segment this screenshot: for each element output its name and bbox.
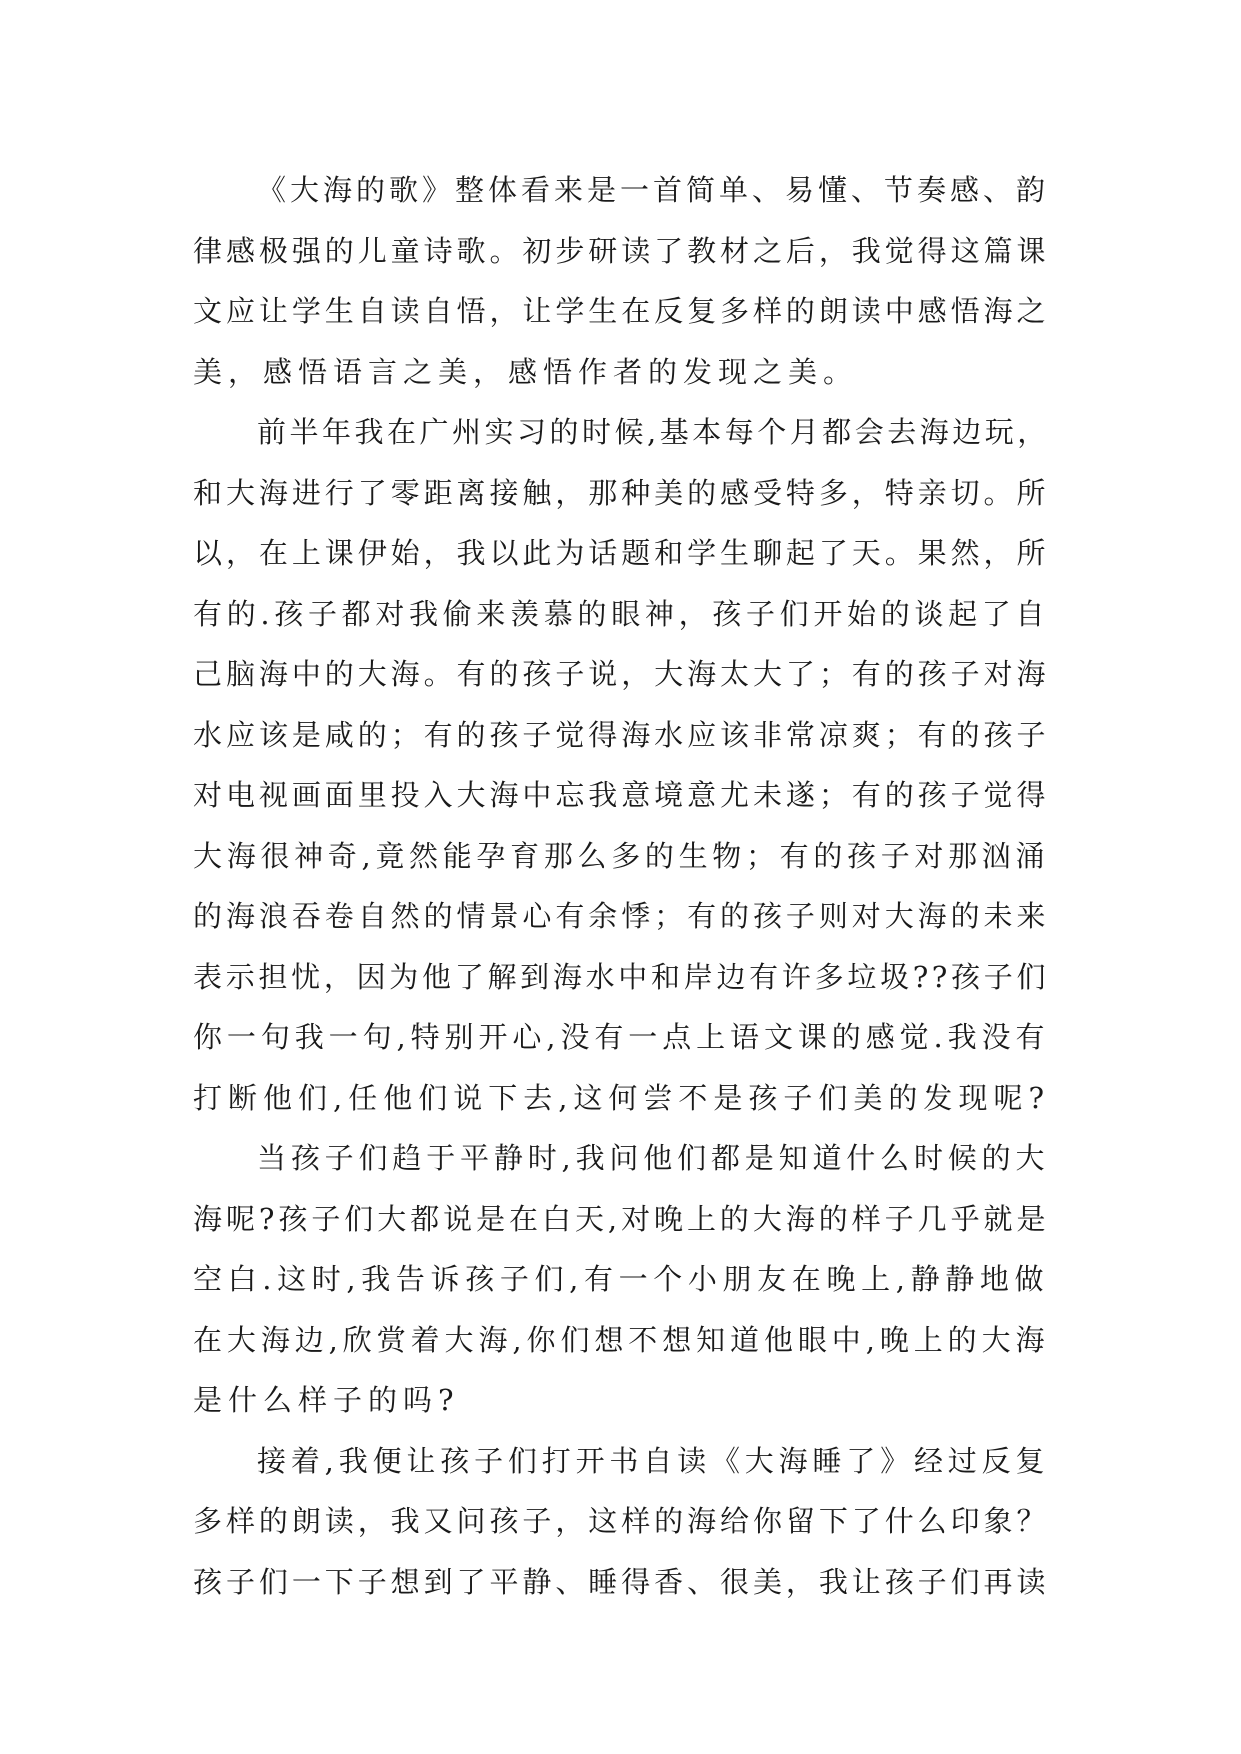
paragraph-line: 接着,我便让孩子们打开书自读《大海睡了》经过反复: [257, 1443, 1049, 1478]
paragraph-line: 对电视画面里投入大海中忘我意境意尤未遂；有的孩子觉得: [193, 778, 1049, 812]
paragraph-line: 大海很神奇,竟然能孕育那么多的生物；有的孩子对那汹涌: [193, 838, 1049, 873]
paragraph-line: 《大海的歌》整体看来是一首简单、易懂、节奏感、韵: [257, 173, 1050, 207]
paragraph-line: 己脑海中的大海。有的孩子说，大海太大了；有的孩子对海: [193, 657, 1049, 691]
paragraph-line: 多样的朗读，我又问孩子，这样的海给你留下了什么印象？: [193, 1504, 1049, 1538]
paragraph-line: 在大海边,欣赏着大海,你们想不想知道他眼中,晚上的大海: [193, 1322, 1049, 1357]
paragraph-line: 前半年我在广州实习的时候,基本每个月都会去海边玩，: [257, 415, 1050, 449]
paragraph-line: 和大海进行了零距离接触，那种美的感受特多，特亲切。所: [193, 475, 1049, 510]
paragraph-line: 海呢?孩子们大都说是在白天,对晚上的大海的样子几乎就是: [193, 1201, 1049, 1236]
paragraph-line: 的海浪吞卷自然的情景心有余悸；有的孩子则对大海的未来: [193, 899, 1049, 933]
paragraph-line: 水应该是咸的；有的孩子觉得海水应该非常凉爽；有的孩子: [193, 717, 1049, 752]
paragraph-line: 你一句我一句,特别开心,没有一点上语文课的感觉.我没有: [193, 1020, 1049, 1054]
paragraph-1: [193, 160, 1049, 402]
paragraph-line: 有的.孩子都对我偷来羡慕的眼神，孩子们开始的谈起了自: [193, 596, 1049, 631]
paragraph-line: 律感极强的儿童诗歌。初步研读了教材之后，我觉得这篇课: [193, 233, 1049, 268]
paragraph-line: 以，在上课伊始，我以此为话题和学生聊起了天。果然，所: [193, 536, 1049, 570]
paragraph-4: [193, 1431, 1049, 1613]
paragraph-line: 孩子们一下子想到了平静、睡得香、很美，我让孩子们再读: [193, 1564, 1049, 1599]
paragraph-line: 打断他们,任他们说下去,这何尝不是孩子们美的发现呢?: [193, 1080, 1050, 1115]
paragraph-line: 是什么样子的吗?: [193, 1383, 460, 1417]
paragraph-2: [193, 402, 1049, 1128]
paragraph-line: 美，感悟语言之美，感悟作者的发现之美。: [193, 354, 859, 389]
document-body: [193, 160, 1049, 1612]
paragraph-line: 表示担忧，因为他了解到海水中和岸边有许多垃圾??孩子们: [193, 959, 1049, 994]
paragraph-line: 文应让学生自读自悟，让学生在反复多样的朗读中感悟海之: [193, 294, 1049, 328]
paragraph-line: 当孩子们趋于平静时,我问他们都是知道什么时候的大: [257, 1141, 1049, 1175]
paragraph-3: [193, 1128, 1049, 1431]
paragraph-line: 空白.这时,我告诉孩子们,有一个小朋友在晚上,静静地做: [193, 1262, 1049, 1296]
